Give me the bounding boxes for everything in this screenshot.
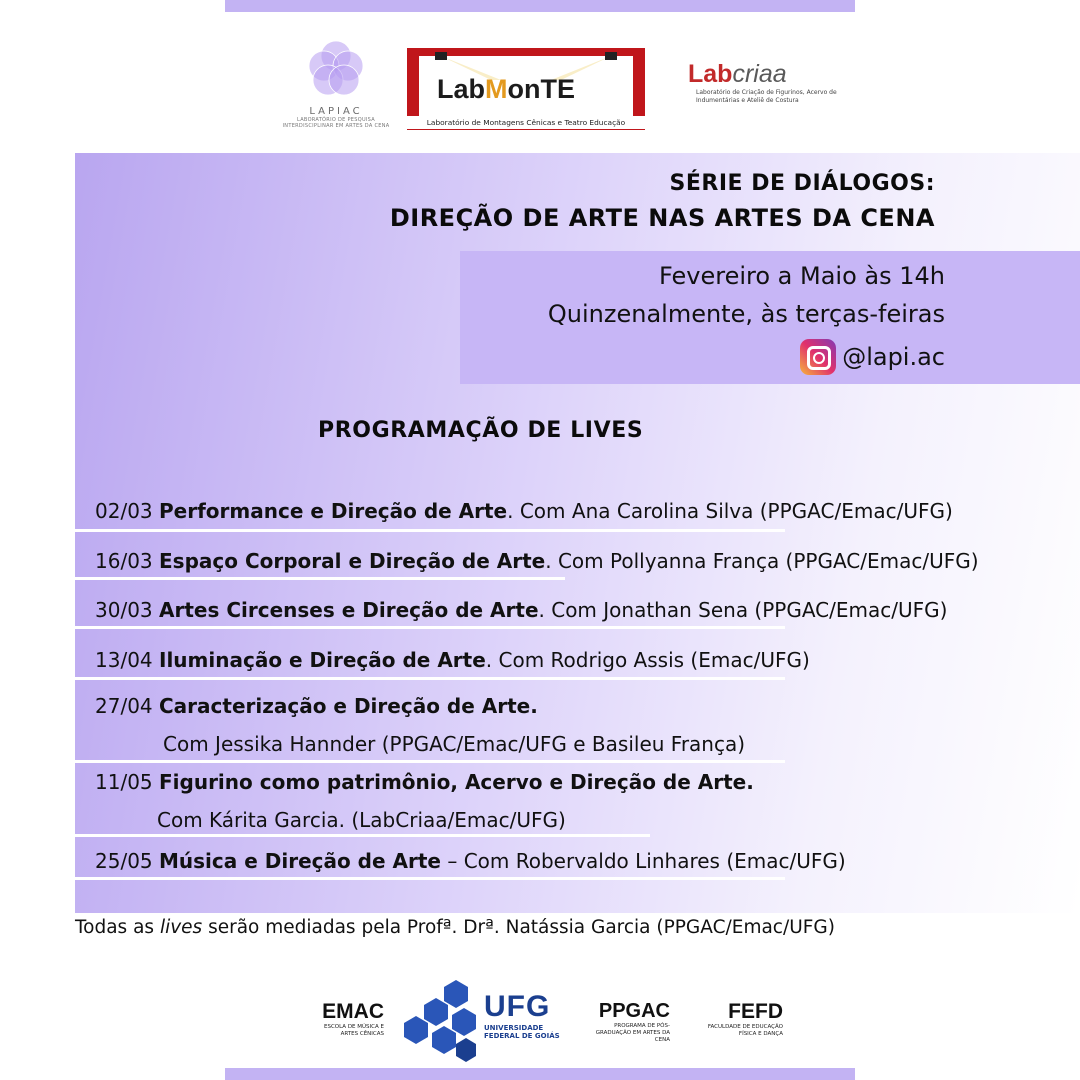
divider <box>75 626 785 629</box>
labcriaa-logo <box>688 60 838 132</box>
fefd-name: FEFD <box>728 1000 783 1023</box>
series-title: SÉRIE DE DIÁLOGOS: <box>669 171 935 196</box>
item-topic: Espaço Corporal e Direção de Arte <box>159 549 546 573</box>
item-date: 13/04 <box>95 648 153 672</box>
ufg-subtitle-1: UNIVERSIDADE <box>484 1024 544 1032</box>
bottom-accent-bar <box>225 1068 855 1080</box>
item-guest: Com Jessika Hannder (PPGAC/Emac/UFG e Basileu França) <box>163 732 746 756</box>
labcriaa-wordmark-criaa: criaa <box>732 60 787 88</box>
labmonte-wordmark-b: onTE <box>507 74 576 104</box>
labmonte-subtitle: Laboratório de Montagens Cênicas e Teatro Educação <box>407 116 645 129</box>
fefd-logo <box>705 1000 783 1038</box>
list-item <box>95 598 947 622</box>
item-guest: – Com Robervaldo Linhares (Emac/UFG) <box>441 849 846 873</box>
divider <box>75 577 565 580</box>
note-lives: lives <box>159 917 203 938</box>
divider <box>75 877 785 880</box>
emac-logo <box>310 1000 384 1038</box>
list-item <box>95 499 953 523</box>
item-guest: . Com Ana Carolina Silva (PPGAC/Emac/UFG) <box>507 499 953 523</box>
item-guest: . Com Jonathan Sena (PPGAC/Emac/UFG) <box>538 598 948 622</box>
instagram-handle[interactable]: @lapi.ac <box>842 343 945 371</box>
top-accent-bar <box>225 0 855 12</box>
item-guest: . Com Pollyanna França (PPGAC/Emac/UFG) <box>545 549 979 573</box>
item-topic: Música e Direção de Arte <box>159 849 441 873</box>
schedule-period: Fevereiro a Maio às 14h <box>659 262 945 290</box>
item-date: 11/05 <box>95 770 153 794</box>
instagram-icon <box>800 339 836 375</box>
ufg-hexagon-icon <box>400 978 480 1062</box>
list-item <box>95 648 810 672</box>
item-topic: Artes Circenses e Direção de Arte <box>159 598 539 622</box>
emac-subtitle: ESCOLA DE MÚSICA E ARTES CÊNICAS <box>323 1024 384 1037</box>
labmonte-wordmark-a: Lab <box>437 74 486 104</box>
list-item <box>95 849 846 873</box>
ppgac-subtitle: PROGRAMA DE PÓS-GRADUAÇÃO EM ARTES DA CENA <box>595 1023 670 1043</box>
item-date: 25/05 <box>95 849 153 873</box>
ppgac-name: PPGAC <box>598 1000 670 1022</box>
series-subtitle: DIREÇÃO DE ARTE NAS ARTES DA CENA <box>389 204 935 232</box>
labcriaa-subtitle: Laboratório de Criação de Figurinos, Acervo de Indumentárias e Ateliê de Costura <box>696 89 837 104</box>
item-date: 30/03 <box>95 598 153 622</box>
item-guest: Com Kárita Garcia. (LabCriaa/Emac/UFG) <box>157 808 566 832</box>
labmonte-wordmark <box>437 74 575 105</box>
item-date: 27/04 <box>95 694 153 718</box>
moderator-note <box>75 917 835 938</box>
divider <box>75 760 785 763</box>
item-topic: Figurino como patrimônio, Acervo e Direção de Arte. <box>159 770 754 794</box>
ufg-subtitle-2: FEDERAL DE GOIÁS <box>484 1032 560 1040</box>
ufg-logo <box>484 990 560 1040</box>
divider <box>75 677 785 680</box>
list-item <box>95 694 538 718</box>
labmonte-logo <box>407 48 645 130</box>
item-date: 02/03 <box>95 499 153 523</box>
item-topic: Iluminação e Direção de Arte <box>159 648 486 672</box>
divider <box>75 834 650 837</box>
lapiac-logo <box>282 38 390 142</box>
lapiac-name: LAPIAC <box>309 106 363 117</box>
item-guest: . Com Rodrigo Assis (Emac/UFG) <box>485 648 810 672</box>
lapiac-description: LABORATÓRIO DE PESQUISA INTERDISCIPLINAR EM ARTES DA CENA <box>282 117 390 129</box>
instagram-link[interactable] <box>800 339 945 375</box>
list-item <box>95 549 979 573</box>
lapiac-flower-icon <box>306 38 366 100</box>
list-item <box>95 770 754 794</box>
divider <box>75 529 785 532</box>
ppgac-logo <box>580 1000 670 1044</box>
labmonte-wordmark-m: M <box>485 74 508 104</box>
fefd-subtitle: FACULDADE DE EDUCAÇÃO FÍSICA E DANÇA <box>707 1024 783 1037</box>
program-title: PROGRAMAÇÃO DE LIVES <box>318 418 644 443</box>
item-topic: Performance e Direção de Arte <box>159 499 508 523</box>
schedule-frequency: Quinzenalmente, às terças-feiras <box>547 300 945 328</box>
note-text-a: Todas as <box>75 917 160 938</box>
item-date: 16/03 <box>95 549 153 573</box>
labcriaa-wordmark-lab: Lab <box>688 60 733 88</box>
ufg-name: UFG <box>484 990 551 1023</box>
item-topic: Caracterização e Direção de Arte. <box>159 694 538 718</box>
note-text-b: serão mediadas pela Profª. Drª. Natássia Garcia (PPGAC/Emac/UFG) <box>202 917 835 938</box>
labcriaa-wordmark <box>688 60 838 89</box>
emac-name: EMAC <box>322 1000 384 1023</box>
